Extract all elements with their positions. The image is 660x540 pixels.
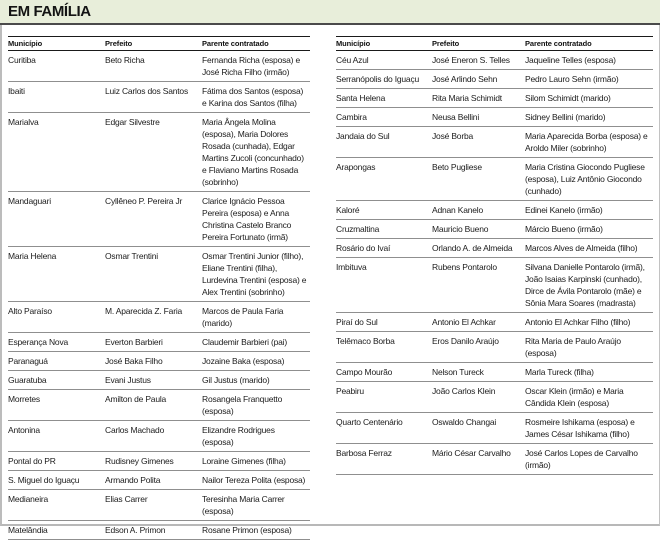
cell-prefeito: Everton Barbieri	[105, 333, 202, 352]
table-row	[336, 158, 653, 201]
content-area	[0, 25, 660, 540]
cell-municipio: Medianeira	[8, 490, 105, 521]
table-row	[8, 51, 310, 82]
cell-parente: Rita Maria de Paulo Araújo (esposa)	[525, 332, 653, 363]
cell-prefeito: Osmar Trentini	[105, 247, 202, 302]
cell-municipio: Antonina	[8, 421, 105, 452]
cell-parente: Jozaine Baka (esposa)	[202, 352, 310, 371]
cell-municipio: Cruzmaltina	[336, 220, 432, 239]
cell-municipio: Peabiru	[336, 382, 432, 413]
page-title: EM FAMÍLIA	[8, 3, 91, 20]
title-band	[0, 0, 660, 23]
table-row	[8, 302, 310, 333]
cell-municipio: Pontal do PR	[8, 452, 105, 471]
cell-prefeito: Carlos Machado	[105, 421, 202, 452]
cell-parente: Jaqueline Telles (esposa)	[525, 51, 653, 70]
cell-municipio: Morretes	[8, 390, 105, 421]
cell-municipio: Arapongas	[336, 158, 432, 201]
table-row	[336, 127, 653, 158]
cell-parente: Maria Ângela Molina (esposa), Maria Dolores Rosada (cunhada), Edgar Martins Zucoli (concunhado) e Flaviano Martins Rosada (sobrinho)	[202, 113, 310, 192]
cell-prefeito: Nelson Tureck	[432, 363, 525, 382]
col-header-prefeito: Prefeito	[432, 37, 525, 51]
cell-municipio: Alto Paraíso	[8, 302, 105, 333]
table-row	[8, 471, 310, 490]
cell-municipio: Santa Helena	[336, 89, 432, 108]
cell-parente: Claudemir Barbieri (pai)	[202, 333, 310, 352]
cell-municipio: Serranópolis do Iguaçu	[336, 70, 432, 89]
cell-municipio: Quarto Centenário	[336, 413, 432, 444]
table-row	[336, 220, 653, 239]
cell-prefeito: José Baka Filho	[105, 352, 202, 371]
cell-parente: Sidney Bellini (marido)	[525, 108, 653, 127]
cell-parente: Teresinha Maria Carrer (esposa)	[202, 490, 310, 521]
cell-parente: Antonio El Achkar Filho (filho)	[525, 313, 653, 332]
cell-prefeito: Beto Richa	[105, 51, 202, 82]
cell-prefeito: Oswaldo Changai	[432, 413, 525, 444]
cell-municipio: S. Miguel do Iguaçu	[8, 471, 105, 490]
table-left	[8, 36, 310, 540]
table-row	[336, 382, 653, 413]
cell-prefeito: Amilton de Paula	[105, 390, 202, 421]
cell-prefeito: Edson A. Primon	[105, 521, 202, 540]
table-row	[336, 201, 653, 220]
cell-prefeito: José Arlindo Sehn	[432, 70, 525, 89]
table-left-header	[8, 37, 310, 51]
table-row	[336, 239, 653, 258]
cell-municipio: Esperança Nova	[8, 333, 105, 352]
cell-municipio: Campo Mourão	[336, 363, 432, 382]
cell-municipio: Barbosa Ferraz	[336, 444, 432, 475]
table-row	[8, 421, 310, 452]
cell-prefeito: Evani Justus	[105, 371, 202, 390]
cell-parente: Rosmeire Ishikama (esposa) e James César Ishikama (filho)	[525, 413, 653, 444]
cell-municipio: Maria Helena	[8, 247, 105, 302]
cell-prefeito: Elias Carrer	[105, 490, 202, 521]
cell-parente: Clarice Ignácio Pessoa Pereira (esposa) e Anna Christina Castelo Branco Pereira Fortunato (irmã)	[202, 192, 310, 247]
cell-prefeito: M. Aparecida Z. Faria	[105, 302, 202, 333]
cell-municipio: Jandaia do Sul	[336, 127, 432, 158]
cell-parente: José Carlos Lopes de Carvalho (irmão)	[525, 444, 653, 475]
cell-prefeito: Cyllêneo P. Pereira Jr	[105, 192, 202, 247]
cell-prefeito: José Eneron S. Telles	[432, 51, 525, 70]
table-row	[336, 313, 653, 332]
table-row	[336, 258, 653, 313]
cell-parente: Rosangela Franquetto (esposa)	[202, 390, 310, 421]
table-row	[8, 113, 310, 192]
cell-parente: Silvana Danielle Pontarolo (irmã), João Isaias Karpinski (cunhado), Dirce de Ávila Pontarolo (mãe) e Sônia Mara Soares (madrasta)	[525, 258, 653, 313]
table-right	[336, 36, 653, 475]
table-row	[336, 70, 653, 89]
cell-prefeito: João Carlos Klein	[432, 382, 525, 413]
cell-municipio: Cambira	[336, 108, 432, 127]
table-row	[8, 490, 310, 521]
cell-municipio: Mandaguari	[8, 192, 105, 247]
cell-municipio: Telêmaco Borba	[336, 332, 432, 363]
cell-municipio: Marialva	[8, 113, 105, 192]
cell-parente: Oscar Klein (irmão) e Maria Cândida Klein (esposa)	[525, 382, 653, 413]
table-row	[8, 521, 310, 540]
cell-parente: Loraine Gimenes (filha)	[202, 452, 310, 471]
cell-prefeito: Mário César Carvalho	[432, 444, 525, 475]
cell-prefeito: Antonio El Achkar	[432, 313, 525, 332]
cell-prefeito: Neusa Bellini	[432, 108, 525, 127]
cell-parente: Gil Justus (marido)	[202, 371, 310, 390]
cell-prefeito: Rudisney Gimenes	[105, 452, 202, 471]
table-row	[8, 333, 310, 352]
cell-prefeito: Mauricio Bueno	[432, 220, 525, 239]
header-row	[8, 37, 310, 51]
table-row	[8, 192, 310, 247]
cell-municipio: Matelândia	[8, 521, 105, 540]
table-row	[8, 82, 310, 113]
cell-parente: Fernanda Richa (esposa) e José Richa Filho (irmão)	[202, 51, 310, 82]
cell-parente: Silom Schimidt (marido)	[525, 89, 653, 108]
cell-parente: Marcos Alves de Almeida (filho)	[525, 239, 653, 258]
cell-municipio: Curitiba	[8, 51, 105, 82]
cell-municipio: Rosário do Ivaí	[336, 239, 432, 258]
table-row	[336, 332, 653, 363]
table-row	[8, 452, 310, 471]
cell-municipio: Imbituva	[336, 258, 432, 313]
cell-parente: Fátima dos Santos (esposa) e Karina dos Santos (filha)	[202, 82, 310, 113]
cell-parente: Maria Cristina Giocondo Pugliese (esposa), Luiz Antônio Giocondo (cunhado)	[525, 158, 653, 201]
cell-municipio: Paranaguá	[8, 352, 105, 371]
cell-municipio: Céu Azul	[336, 51, 432, 70]
col-header-prefeito: Prefeito	[105, 37, 202, 51]
col-header-municipio: Município	[8, 37, 105, 51]
cell-parente: Osmar Trentini Junior (filho), Eliane Trentini (filha), Lurdevina Trentini (esposa) e Alex Trentini (sobrinho)	[202, 247, 310, 302]
cell-prefeito: Adnan Kanelo	[432, 201, 525, 220]
cell-prefeito: Armando Polita	[105, 471, 202, 490]
cell-municipio: Guaratuba	[8, 371, 105, 390]
cell-parente: Marcos de Paula Faria (marido)	[202, 302, 310, 333]
table-row	[336, 413, 653, 444]
table-row	[336, 51, 653, 70]
cell-municipio: Piraí do Sul	[336, 313, 432, 332]
col-header-parente: Parente contratado	[525, 37, 653, 51]
cell-parente: Elizandre Rodrigues (esposa)	[202, 421, 310, 452]
table-row	[8, 390, 310, 421]
cell-prefeito: José Borba	[432, 127, 525, 158]
cell-prefeito: Beto Pugliese	[432, 158, 525, 201]
cell-prefeito: Rita Maria Schimidt	[432, 89, 525, 108]
cell-municipio: Ibaiti	[8, 82, 105, 113]
cell-prefeito: Luiz Carlos dos Santos	[105, 82, 202, 113]
cell-municipio: Kaloré	[336, 201, 432, 220]
cell-parente: Maria Aparecida Borba (esposa) e Aroldo Miler (sobrinho)	[525, 127, 653, 158]
table-right-header	[336, 37, 653, 51]
cell-parente: Edinei Kanelo (irmão)	[525, 201, 653, 220]
cell-parente: Marla Tureck (filha)	[525, 363, 653, 382]
cell-prefeito: Eros Danilo Araújo	[432, 332, 525, 363]
table-row	[336, 444, 653, 475]
table-row	[8, 352, 310, 371]
col-header-parente: Parente contratado	[202, 37, 310, 51]
header-row	[336, 37, 653, 51]
cell-prefeito: Rubens Pontarolo	[432, 258, 525, 313]
cell-prefeito: Orlando A. de Almeida	[432, 239, 525, 258]
cell-parente: Pedro Lauro Sehn (irmão)	[525, 70, 653, 89]
table-row	[336, 363, 653, 382]
table-row	[336, 89, 653, 108]
col-header-municipio: Município	[336, 37, 432, 51]
table-row	[336, 108, 653, 127]
table-row	[8, 247, 310, 302]
cell-parente: Nailor Tereza Polita (esposa)	[202, 471, 310, 490]
cell-prefeito: Edgar Silvestre	[105, 113, 202, 192]
cell-parente: Márcio Bueno (irmão)	[525, 220, 653, 239]
cell-parente: Rosane Primon (esposa)	[202, 521, 310, 540]
table-row	[8, 371, 310, 390]
